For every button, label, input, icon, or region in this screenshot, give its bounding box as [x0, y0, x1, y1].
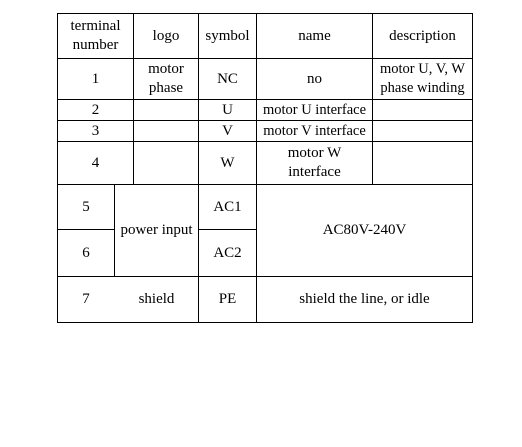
cell-name [257, 142, 372, 184]
cell-name-description: shield the line, or idle [299, 291, 430, 307]
cell-logo-line1: motor [148, 61, 184, 77]
cell-symbol: NC [217, 70, 238, 87]
header-terminal-line1: terminal [70, 18, 121, 34]
cell-logo: shield [138, 291, 175, 307]
cell-logo [134, 59, 198, 99]
cell-terminal: 7 [82, 291, 90, 307]
cell-logo-power-input: power input [120, 222, 193, 238]
cell-terminal: 6 [82, 244, 90, 261]
cell-name: motor U interface [262, 101, 367, 118]
cell-symbol: AC1 [213, 198, 242, 215]
cell-terminal: 1 [91, 70, 100, 87]
cell-terminal: 2 [91, 101, 100, 118]
cell-symbol: AC2 [213, 244, 242, 261]
header-logo: logo [152, 27, 180, 44]
cell-name-line1: motor W [287, 145, 342, 161]
cell-name: motor V interface [263, 122, 366, 139]
cell-symbol: PE [218, 291, 237, 307]
cell-logo-line2: phase [148, 80, 184, 96]
cell-description-line1: motor U, V, W [380, 61, 465, 77]
cell-name: no [307, 70, 322, 87]
header-terminal-number [58, 14, 133, 58]
cell-terminal: 4 [91, 154, 100, 171]
border-bottom [57, 322, 473, 323]
cell-terminal: 3 [91, 122, 100, 139]
cell-description-line2: phase winding [380, 80, 465, 96]
cell-description [373, 59, 472, 99]
header-description: description [389, 27, 456, 44]
header-symbol: symbol [205, 27, 250, 44]
cell-symbol: V [222, 122, 233, 139]
cell-name-line2: interface [288, 164, 341, 180]
cell-terminal: 5 [82, 198, 90, 215]
header-terminal-line2: number [72, 37, 119, 53]
cell-name-description-power: AC80V-240V [322, 222, 407, 238]
cell-symbol: U [222, 101, 233, 118]
header-name: name [298, 27, 331, 44]
cell-symbol: W [220, 154, 235, 171]
